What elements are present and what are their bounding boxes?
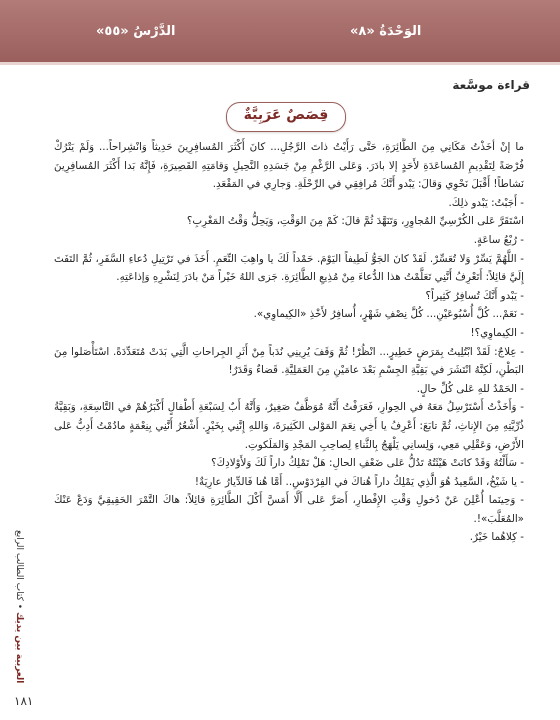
story-title: قِصَصٌ عَرَبِيَّةٌ <box>243 107 329 123</box>
header-divider <box>0 62 560 65</box>
paragraph: - يا شَيْخُ، السَّعِيدُ هُوَ الَّذِي يَمْلِكُ داراً هُناكَ في الفِرْدَوْسِ.. أَمَّا هُنا فَالدِّيارُ عارِيَةٌ! <box>194 475 524 488</box>
book-part: كتاب الطالب الرابع <box>14 530 24 601</box>
paragraph: - كِلاهُما خَيْرٌ. <box>469 531 524 544</box>
paragraph: - يَبْدو أَنَّكَ تُسافِرُ كَثِيراً؟ <box>425 289 524 302</box>
paragraph: - وَأَخَذْتُ أَسْتَرْسِلُ مَعَهُ في الحِوارِ، فَعَرَفْتُ أَنَّهُ مُوَظَّفٌ صَغِيرٌ، وَأَنَّهُ أَبٌ لِسَبْعَةِ أَطْفالٍ أَكْبَرُهُمْ في التَّاسِعَةِ، وَبَقِيَّةُ ذُرِّيَّتِهِ مِنَ الإِناثِ، ثُمَّ تابَعَ: أَعْرِفُ يا أَخِي نِعَمَ المَوْلى الكَثِيرَةَ، وَاللهِ إِنَّنِي بِخَيْرٍ. أَشْعُرُ أَنَّنِي بِنِعْمَةٍ مادُمْتُ أَدِبُّ عَلى الأَرْضِ، وَعَقْلِي مَعِي، وَلِسانِي يَلْهَجُ بِالثَّناءِ لِصاحِبِ المَجْدِ وَالمَلَكوتِ. <box>54 401 524 451</box>
paragraph: - سَأَلْتُهُ وَقَدْ كانَتْ هَيْئَتُهُ تَدُلُّ عَلى ضَعْفِ الحالِ: هَلْ تَمْلِكُ داراً لَكَ وَلأَوْلادِكَ؟ <box>211 457 524 470</box>
lesson-number: الدَّرْسُ «٥٥» <box>96 24 176 39</box>
section-title: قراءة موسَّعة <box>452 78 530 92</box>
book-title: العربية بين يديك <box>14 611 24 684</box>
story-text <box>54 138 524 684</box>
paragraph: - أَجَبْتُ: يَبْدو ذلِكَ. <box>448 196 524 209</box>
paragraph: - الكِيماوِي؟! <box>470 326 524 339</box>
page-number: ١٨١ <box>14 694 34 708</box>
unit-number: الوَحْدَةُ «٨» <box>350 24 422 39</box>
paragraph: - الحَمْدُ للهِ عَلى كُلِّ حالٍ. <box>416 382 524 395</box>
paragraph: ما إنْ أخَذْتُ مَكَانِي مِنَ الطَّائِرَةِ، حَتَّى رَأَيْتُ ذاتَ الرَّجُلِ... كانَ أَكْثَرَ المُسافِرِينَ حَدِيثاً وَانْشِراحاً... وَلَمْ يَتْرُكْ فُرْصَةً لِتَقْدِيمِ المُساعَدَةِ لأَحَدٍ إلا بادَرَ. وَعَلى الرَّغْمِ مِنْ جَسَدِهِ النَّحِيلِ وَقامَتِهِ القَصِيرَةِ، فَإِنَّهُ بَدا أَكْثَرَ المُسافِرِينَ نَشاطاً! أَقْبَلَ نَحْوِي وَقالَ: يَبْدو أَنَّكَ مُرافِقِي في الرِّحْلَةِ. وَجارِي في المَقْعَدِ. <box>54 141 524 191</box>
paragraph: - وَحِينَما أُعْلِنَ عَنْ دُخولِ وَقْتِ الإِفْطارِ، أَصَرَّ عَلى أَلَّا أَمَسَّ أَكْلَ الطَّائِرَةِ قائِلاً: هاكَ التَّمْرَ الحَقِيقِيَّ وَدَعْ عَنْكَ «المُعَلَّبَ»!. <box>54 494 524 525</box>
paragraph: - اللَّهُمَّ يَسِّرْ وَلا تُعَسِّرْ. لَقَدْ كانَ الجَوُّ لَطِيفاً اليَوْمَ. حَمْداً لَكَ يا واهِبَ النِّعَمِ. أَخَذَ في تَرْتِيلِ دُعاءِ السَّفَرِ، ثُمَّ التَفَتَ إِلَيَّ قائِلاً: أَتَعْرِفُ أَنَّنِي تَعَلَّمْتُ هذا الدُّعاءَ مِنْ مُذِيعِ الطَّائِرَةِ. جَزى اللهُ خَيْراً مَنْ بادَرَ لِنَشْرِهِ وَإذاعَتِهِ. <box>54 252 524 284</box>
paragraph: اسْتَقَرَّ عَلى الكُرْسِيِّ المُجاوِرِ، وَتَنَهَّدَ ثُمَّ قالَ: كَمْ مِنَ الوَقْتِ، وَيَحِلُّ وَقْتُ المَغْرِبِ؟ <box>186 215 524 228</box>
book-side-label: العربية بين يديك • كتاب الطالب الرابع <box>14 530 24 684</box>
page-header <box>0 0 560 62</box>
paragraph: - نَعَمْ... كُلَّ أُسْبُوعَيْنِ... كُلَّ نِصْفِ شَهْرٍ، أُسافِرُ لأَخْذِ «الكِيماوِي». <box>253 308 524 321</box>
story-title-badge <box>226 102 346 132</box>
paragraph: - عِلاجٌ: لَقَدْ ابْتُلِيتُ بِمَرَضٍ خَطِيرٍ... انْظُرْ! ثُمَّ وَقَفَ يُرِينِي نُدَباً مِنْ أَثَرِ الجِراحاتِ الَّتِي بَدَتْ مُتَعَدِّدَةً. اسْتَأْصَلوا مِنَ البَطْنِ، لَكِنَّهُ انْتَشَرَ في بَقِيَّةِ الجِسْمِ بَعْدَ عامَيْنِ مِنَ العَمَلِيَّةِ. قَضاءٌ وَقَدَرٌ! <box>54 345 524 377</box>
paragraph: - رُبْعُ ساعَةٍ. <box>473 233 524 246</box>
